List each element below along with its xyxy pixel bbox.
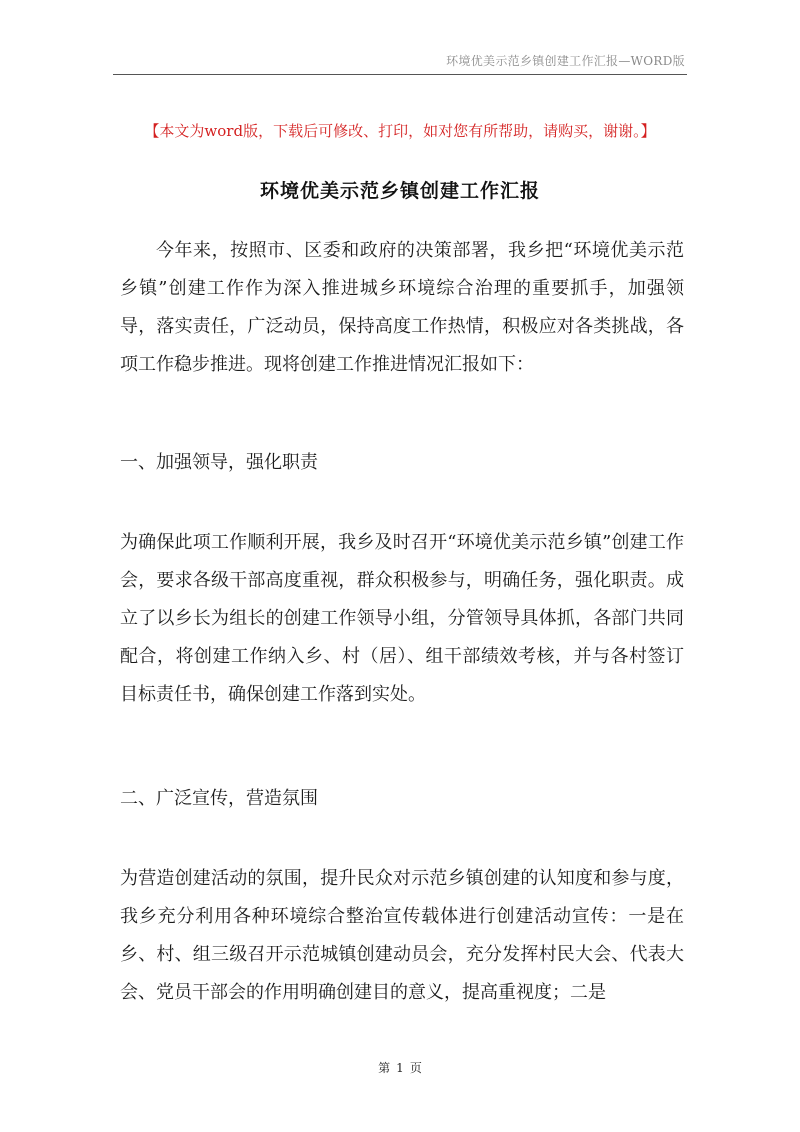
section-heading-2: 二、广泛宣传，营造氛围 (120, 788, 318, 809)
page-label-prefix: 第 (378, 1061, 391, 1075)
running-header: 环境优美示范乡镇创建工作汇报—WORD版 (446, 54, 685, 68)
page-number: 1 (396, 1061, 404, 1075)
section-2-paragraph: 为营造创建活动的氛围，提升民众对示范乡镇创建的认知度和参与度，我乡充分利用各种环境综合整治宣传载体进行创建活动宣传：一是在乡、村、组三级召开示范城镇创建动员会，充分发挥村民大会、代表大会、党员干部会的作用明确创建目的意义，提高重视度；二是 (120, 868, 684, 1003)
download-notice: 【本文为word版，下载后可修改、打印，如对您有所帮助，请购买，谢谢。】 (144, 122, 656, 140)
document-title: 环境优美示范乡镇创建工作汇报 (259, 180, 540, 202)
page-footer (0, 1059, 800, 1076)
intro-paragraph: 今年来，按照市、区委和政府的决策部署，我乡把“环境优美示范乡镇”创建工作作为深入推进城乡环境综合治理的重要抓手，加强领导，落实责任，广泛动员，保持高度工作热情，积极应对各类挑战，各项工作稳步推进。现将创建工作推进情况汇报如下： (120, 240, 684, 375)
page-label-suffix: 页 (409, 1061, 422, 1075)
section-1-paragraph: 为确保此项工作顺利开展，我乡及时召开“环境优美示范乡镇”创建工作会，要求各级干部高度重视，群众积极参与，明确任务，强化职责。成立了以乡长为组长的创建工作领导小组，分管领导具体抓，各部门共同配合，将创建工作纳入乡、村（居）、组干部绩效考核，并与各村签订目标责任书，确保创建工作落到实处。 (120, 532, 684, 705)
section-heading-1: 一、加强领导，强化职责 (120, 452, 318, 473)
header-divider (113, 74, 687, 75)
